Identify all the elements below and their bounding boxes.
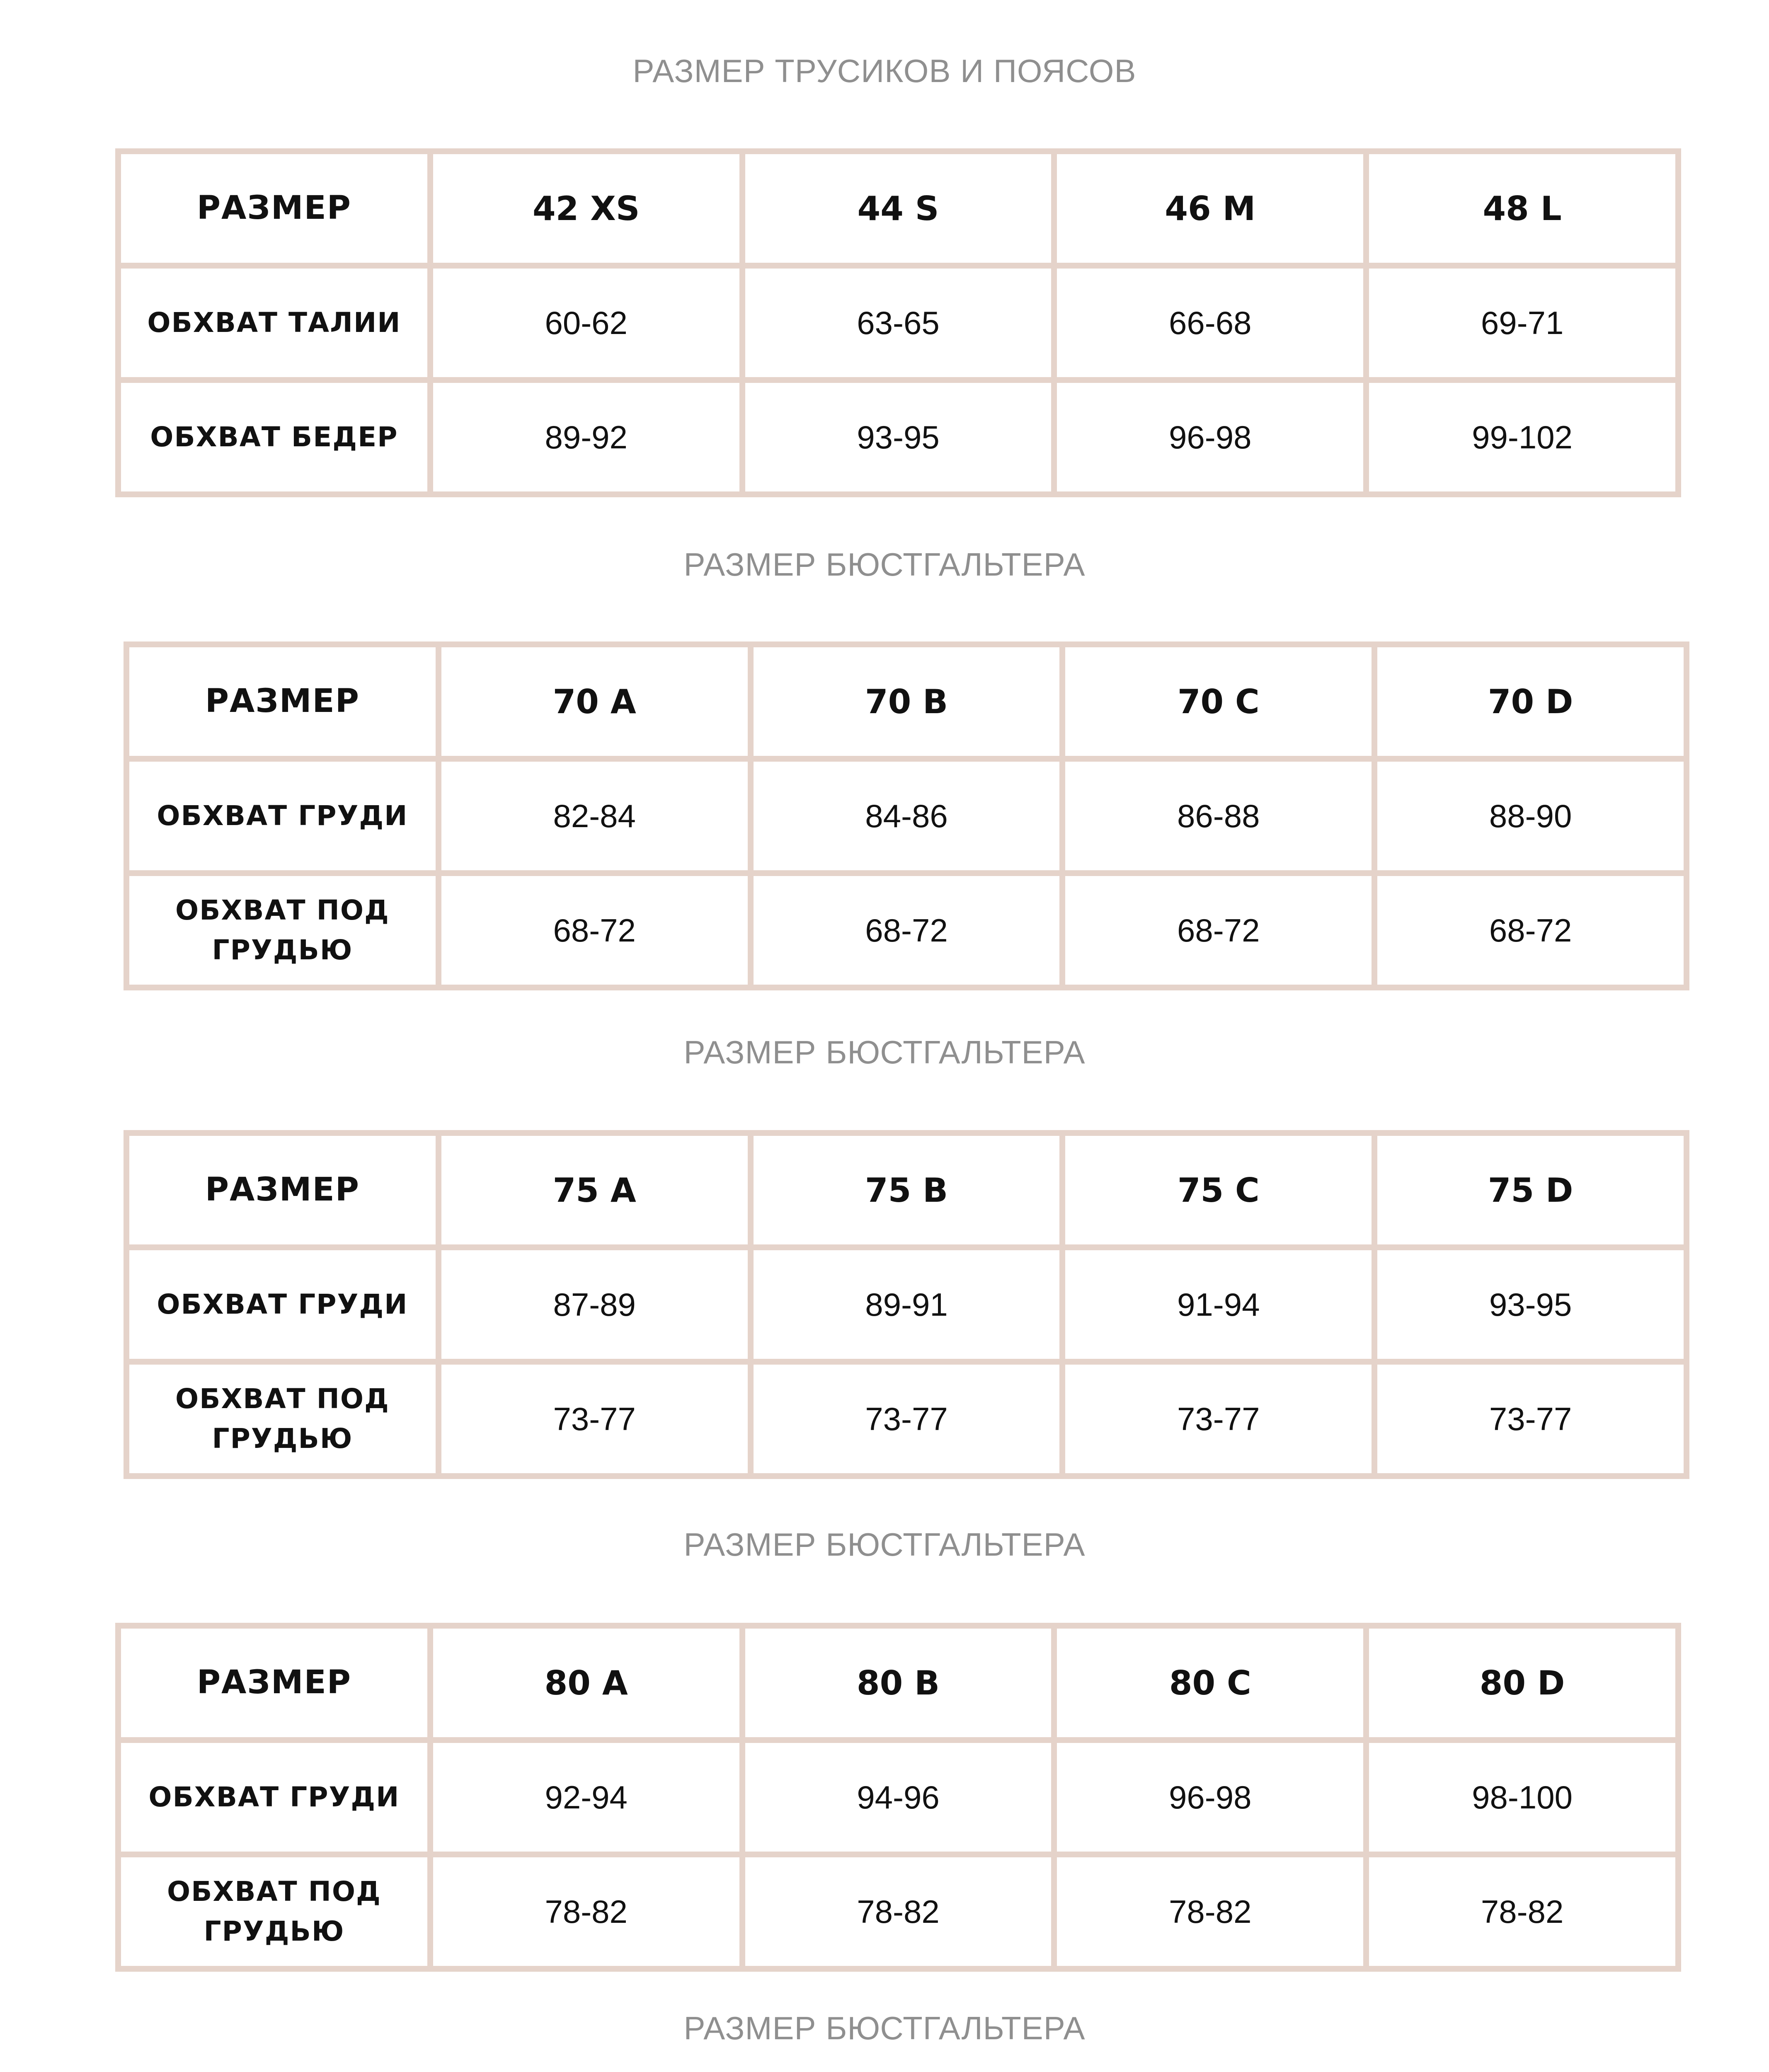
measurement-cell: 73-77 xyxy=(1065,1365,1372,1473)
measurement-cell: 63-65 xyxy=(745,269,1052,377)
measurement-cell: 68-72 xyxy=(1377,876,1684,985)
size-header-label: РАЗМЕР xyxy=(129,1136,436,1244)
row-label: ОБХВАТ ГРУДИ xyxy=(129,1250,436,1359)
size-column-header: 75 D xyxy=(1377,1136,1684,1244)
measurement-cell: 73-77 xyxy=(441,1365,748,1473)
measurement-cell: 60-62 xyxy=(433,269,739,377)
size-table-panties xyxy=(115,148,1681,497)
table-header-row xyxy=(129,647,1684,756)
measurement-cell: 98-100 xyxy=(1369,1743,1675,1852)
measurement-cell: 78-82 xyxy=(1057,1857,1363,1966)
table-row xyxy=(121,1743,1675,1852)
size-column-header: 70 A xyxy=(441,647,748,756)
measurement-cell: 91-94 xyxy=(1065,1250,1372,1359)
size-column-header: 48 L xyxy=(1369,154,1675,263)
section-title-panties: РАЗМЕР ТРУСИКОВ И ПОЯСОВ xyxy=(632,53,1137,89)
row-label: ОБХВАТ ГРУДИ xyxy=(121,1743,427,1852)
table-header-row xyxy=(129,1136,1684,1244)
measurement-cell: 82-84 xyxy=(441,762,748,870)
table-row xyxy=(121,269,1675,377)
row-label: ОБХВАТ ПОД ГРУДЬЮ xyxy=(129,876,436,985)
size-column-header: 80 B xyxy=(745,1629,1052,1737)
row-label: ОБХВАТ ТАЛИИ xyxy=(121,269,427,377)
table-row xyxy=(129,762,1684,870)
size-column-header: 75 A xyxy=(441,1136,748,1244)
size-table-bra-75 xyxy=(124,1130,1689,1479)
size-column-header: 70 B xyxy=(754,647,1060,756)
table-header-row xyxy=(121,154,1675,263)
size-column-header: 75 C xyxy=(1065,1136,1372,1244)
section-title-bra-75: РАЗМЕР БЮСТГАЛЬТЕРА xyxy=(683,1034,1086,1070)
row-label: ОБХВАТ ПОД ГРУДЬЮ xyxy=(121,1857,427,1966)
measurement-cell: 87-89 xyxy=(441,1250,748,1359)
size-column-header: 46 M xyxy=(1057,154,1363,263)
table-header-row xyxy=(121,1629,1675,1737)
size-column-header: 80 C xyxy=(1057,1629,1363,1737)
measurement-cell: 68-72 xyxy=(1065,876,1372,985)
measurement-cell: 78-82 xyxy=(1369,1857,1675,1966)
table-row xyxy=(129,1250,1684,1359)
measurement-cell: 96-98 xyxy=(1057,1743,1363,1852)
row-label: ОБХВАТ ГРУДИ xyxy=(129,762,436,870)
table-row xyxy=(129,876,1684,985)
measurement-cell: 68-72 xyxy=(754,876,1060,985)
size-column-header: 70 C xyxy=(1065,647,1372,756)
measurement-cell: 78-82 xyxy=(433,1857,739,1966)
size-table-bra-70 xyxy=(124,641,1689,990)
measurement-cell: 93-95 xyxy=(745,383,1052,491)
table-row xyxy=(121,1857,1675,1966)
measurement-cell: 73-77 xyxy=(754,1365,1060,1473)
size-column-header: 44 S xyxy=(745,154,1052,263)
size-column-header: 42 XS xyxy=(433,154,739,263)
measurement-cell: 68-72 xyxy=(441,876,748,985)
measurement-cell: 86-88 xyxy=(1065,762,1372,870)
measurement-cell: 84-86 xyxy=(754,762,1060,870)
measurement-cell: 78-82 xyxy=(745,1857,1052,1966)
measurement-cell: 88-90 xyxy=(1377,762,1684,870)
row-label: ОБХВАТ ПОД ГРУДЬЮ xyxy=(129,1365,436,1473)
row-label: ОБХВАТ БЕДЕР xyxy=(121,383,427,491)
size-header-label: РАЗМЕР xyxy=(121,154,427,263)
section-title-bra-70: РАЗМЕР БЮСТГАЛЬТЕРА xyxy=(683,546,1086,583)
size-column-header: 80 D xyxy=(1369,1629,1675,1737)
measurement-cell: 94-96 xyxy=(745,1743,1052,1852)
measurement-cell: 93-95 xyxy=(1377,1250,1684,1359)
measurement-cell: 69-71 xyxy=(1369,269,1675,377)
size-column-header: 75 B xyxy=(754,1136,1060,1244)
size-table-bra-80 xyxy=(115,1623,1681,1972)
measurement-cell: 89-92 xyxy=(433,383,739,491)
table-row xyxy=(121,383,1675,491)
size-column-header: 70 D xyxy=(1377,647,1684,756)
measurement-cell: 92-94 xyxy=(433,1743,739,1852)
size-header-label: РАЗМЕР xyxy=(129,647,436,756)
table-row xyxy=(129,1365,1684,1473)
measurement-cell: 96-98 xyxy=(1057,383,1363,491)
size-header-label: РАЗМЕР xyxy=(121,1629,427,1737)
measurement-cell: 73-77 xyxy=(1377,1365,1684,1473)
section-title-bra-80: РАЗМЕР БЮСТГАЛЬТЕРА xyxy=(683,1526,1086,1563)
measurement-cell: 66-68 xyxy=(1057,269,1363,377)
measurement-cell: 99-102 xyxy=(1369,383,1675,491)
size-column-header: 80 A xyxy=(433,1629,739,1737)
measurement-cell: 89-91 xyxy=(754,1250,1060,1359)
section-title-bra-85: РАЗМЕР БЮСТГАЛЬТЕРА xyxy=(683,2010,1086,2046)
